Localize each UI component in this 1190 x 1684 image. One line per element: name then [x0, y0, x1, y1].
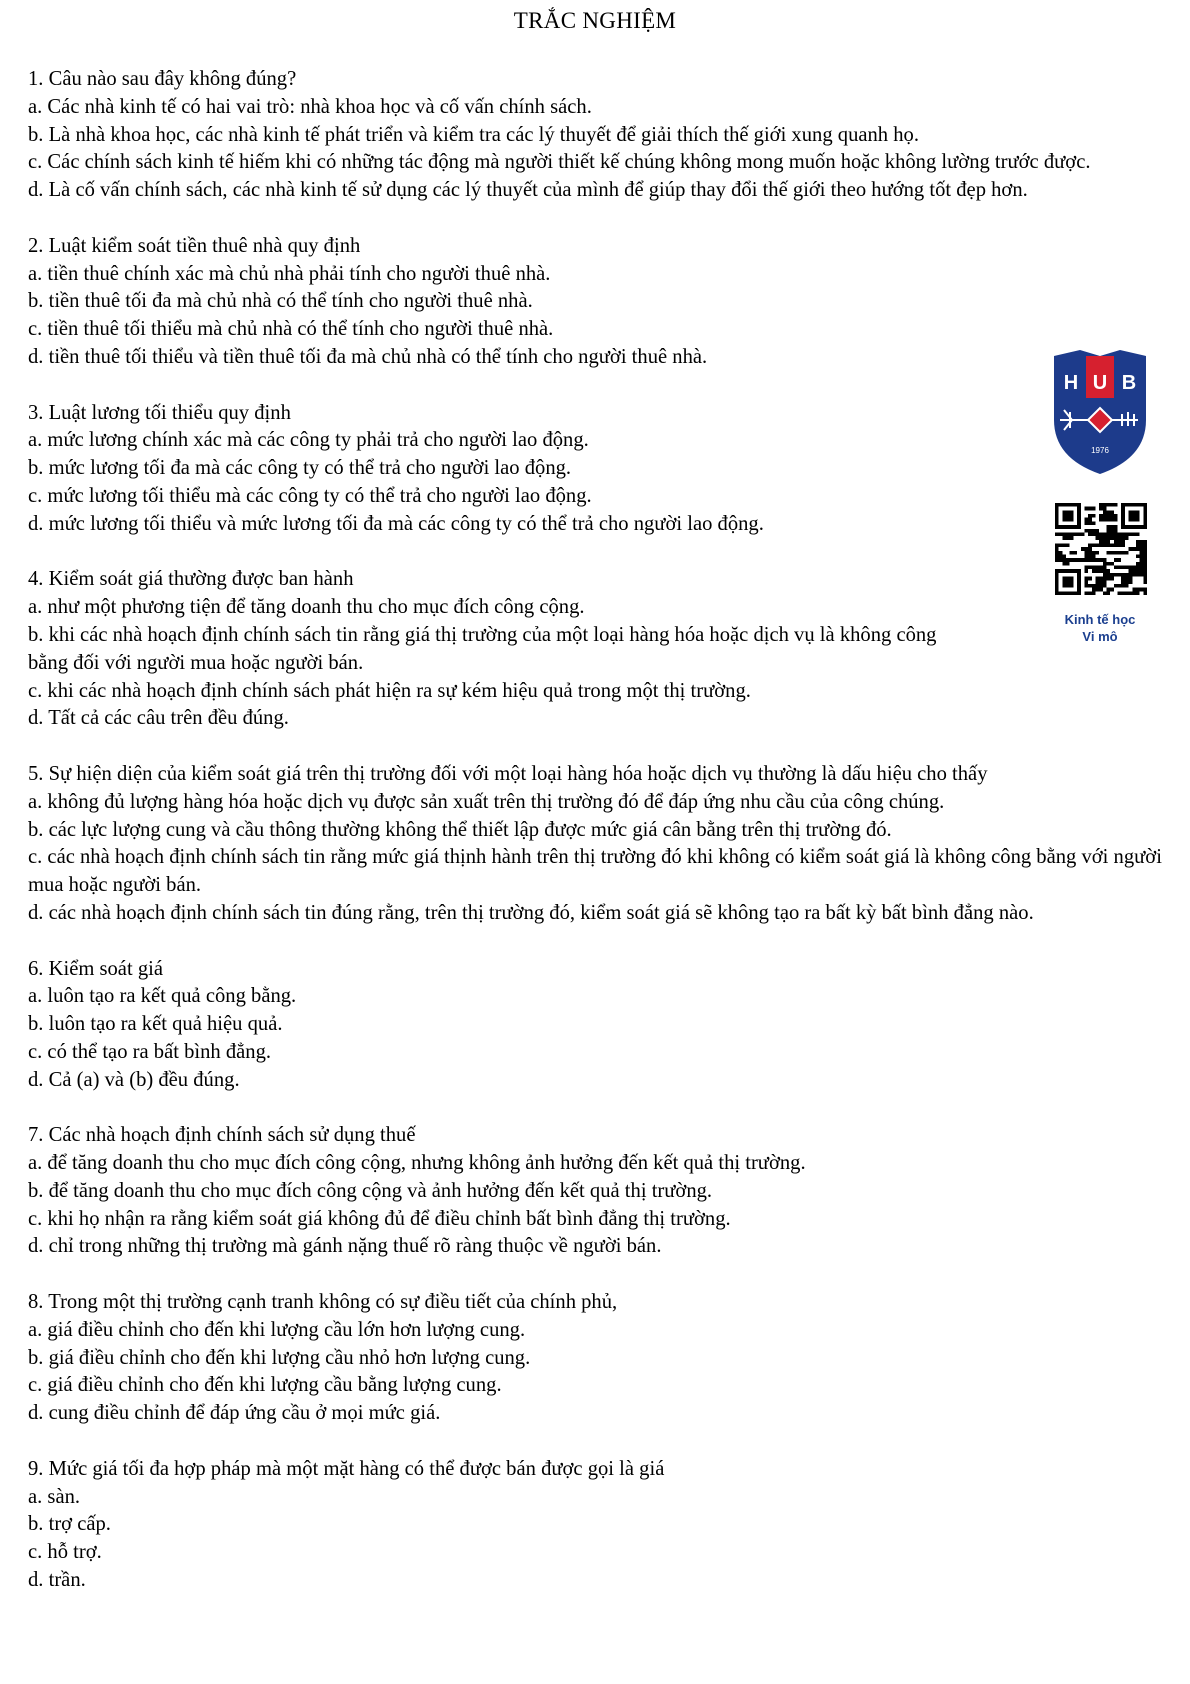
question-text: 5. Sự hiện diện của kiểm soát giá trên thị trường đối với một loại hàng hóa hoặc dịch vụ thường là dấu hiệu cho thấy [28, 762, 988, 785]
question-list [28, 66, 1163, 1623]
answer-option-c: c. hỗ trợ. [28, 1541, 102, 1564]
answer-option-a: a. giá điều chỉnh cho đến khi lượng cầu lớn hơn lượng cung. [28, 1318, 526, 1341]
answer-option-a: a. không đủ lượng hàng hóa hoặc dịch vụ được sản xuất trên thị trường đó để đáp ứng nhu cầu của công chúng. [28, 790, 945, 813]
answer-option-a: a. để tăng doanh thu cho mục đích công cộng, nhưng không ảnh hưởng đến kết quả thị trường. [28, 1152, 806, 1175]
question-2 [28, 233, 1163, 372]
question-7 [28, 1122, 1163, 1261]
answer-option-c: c. Các chính sách kinh tế hiếm khi có những tác động mà người thiết kế chúng không mong muốn hoặc không lường trước được. [28, 151, 1091, 174]
course-brand [1040, 611, 1160, 645]
answer-option-c: c. các nhà hoạch định chính sách tin rằng mức giá thịnh hành trên thị trường đó khi không có kiểm soát giá là không công bằng với người mua hoặc người bán. [28, 846, 1162, 897]
answer-option-b: b. tiền thuê tối đa mà chủ nhà có thể tính cho người thuê nhà. [28, 290, 533, 313]
answer-option-d: d. Là cố vấn chính sách, các nhà kinh tế sử dụng các lý thuyết của mình để giúp thay đổi thế giới theo hướng tốt đẹp hơn. [28, 179, 1028, 202]
question-8 [28, 1289, 1163, 1428]
question-3 [28, 400, 1163, 539]
logo-letter-h: H [1063, 372, 1079, 394]
answer-option-b: b. giá điều chỉnh cho đến khi lượng cầu nhỏ hơn lượng cung. [28, 1346, 531, 1369]
page-title: TRẮC NGHIỆM [513, 8, 677, 33]
answer-option-a: a. mức lương chính xác mà các công ty phải trả cho người lao động. [28, 429, 589, 452]
answer-option-a: a. sàn. [28, 1485, 81, 1508]
answer-option-d: d. tiền thuê tối thiểu và tiền thuê tối đa mà chủ nhà có thể tính cho người thuê nhà. [28, 345, 708, 368]
question-1 [28, 66, 1163, 205]
answer-option-c: c. mức lương tối thiểu mà các công ty có thể trả cho người lao động. [28, 484, 592, 507]
answer-option-a: a. tiền thuê chính xác mà chủ nhà phải tính cho người thuê nhà. [28, 262, 551, 285]
question-text: 6. Kiểm soát giá [28, 957, 163, 980]
course-brand-line-1: Kinh tế học [1064, 612, 1136, 627]
answer-option-d: d. cung điều chỉnh để đáp ứng cầu ở mọi mức giá. [28, 1402, 441, 1425]
answer-option-d: d. Cả (a) và (b) đều đúng. [28, 1068, 240, 1091]
question-6 [28, 956, 1163, 1095]
answer-option-c: c. khi họ nhận ra rằng kiểm soát giá không đủ để điều chỉnh bất bình đẳng thị trường. [28, 1207, 731, 1230]
answer-option-c: c. có thể tạo ra bất bình đẳng. [28, 1040, 272, 1063]
question-text: 3. Luật lương tối thiểu quy định [28, 401, 291, 424]
answer-option-b: b. mức lương tối đa mà các công ty có thể trả cho người lao động. [28, 457, 572, 480]
logo-letter-u: U [1092, 372, 1108, 394]
answer-option-a: a. như một phương tiện để tăng doanh thu cho mục đích công cộng. [28, 596, 585, 619]
answer-option-d: d. chỉ trong những thị trường mà gánh nặng thuế rõ ràng thuộc về người bán. [28, 1235, 662, 1258]
answer-option-c: c. khi các nhà hoạch định chính sách phát hiện ra sự kém hiệu quả trong một thị trường. [28, 679, 751, 702]
question-text: 2. Luật kiểm soát tiền thuê nhà quy định [28, 234, 361, 257]
hub-logo [1050, 350, 1150, 475]
answer-option-a: a. luôn tạo ra kết quả công bằng. [28, 985, 297, 1008]
answer-option-d: d. mức lương tối thiểu và mức lương tối đa mà các công ty có thể trả cho người lao động. [28, 512, 764, 535]
question-5 [28, 761, 1163, 928]
answer-option-a: a. Các nhà kinh tế có hai vai trò: nhà khoa học và cố vấn chính sách. [28, 95, 592, 118]
answer-option-c: c. tiền thuê tối thiểu mà chủ nhà có thể tính cho người thuê nhà. [28, 318, 554, 341]
answer-option-d: d. trần. [28, 1569, 86, 1592]
answer-option-b: b. các lực lượng cung và cầu thông thường không thể thiết lập được mức giá cân bằng trên thị trường đó. [28, 818, 892, 841]
answer-option-c: c. giá điều chỉnh cho đến khi lượng cầu bằng lượng cung. [28, 1374, 502, 1397]
answer-option-b: b. để tăng doanh thu cho mục đích công cộng và ảnh hưởng đến kết quả thị trường. [28, 1179, 713, 1202]
question-4 [28, 566, 1163, 733]
question-text: 1. Câu nào sau đây không đúng? [28, 68, 297, 90]
logo-year: 1976 [1091, 446, 1109, 455]
question-text: 8. Trong một thị trường cạnh tranh không có sự điều tiết của chính phủ, [28, 1291, 618, 1314]
question-9 [28, 1456, 1163, 1595]
question-text: 4. Kiểm soát giá thường được ban hành [28, 568, 354, 591]
course-brand-line-2: Vi mô [1082, 629, 1118, 644]
answer-option-b: b. khi các nhà hoạch định chính sách tin rằng giá thị trường của một loại hàng hóa hoặc dịch vụ là không công bằng đối với người mua hoặc người bán. [28, 623, 937, 674]
answer-option-b: b. Là nhà khoa học, các nhà kinh tế phát triển và kiểm tra các lý thuyết để giải thích thế giới xung quanh họ. [28, 123, 919, 146]
answer-option-d: d. các nhà hoạch định chính sách tin đúng rằng, trên thị trường đó, kiểm soát giá sẽ không tạo ra bất kỳ bất bình đẳng nào. [28, 901, 1034, 924]
answer-option-b: b. luôn tạo ra kết quả hiệu quả. [28, 1013, 283, 1036]
question-text: 7. Các nhà hoạch định chính sách sử dụng thuế [28, 1124, 416, 1147]
logo-letter-b: B [1121, 372, 1137, 394]
question-text: 9. Mức giá tối đa hợp pháp mà một mặt hàng có thể được bán được gọi là giá [28, 1457, 665, 1480]
answer-option-d: d. Tất cả các câu trên đều đúng. [28, 707, 289, 730]
answer-option-b: b. trợ cấp. [28, 1513, 111, 1536]
qr-code[interactable] [1055, 503, 1147, 595]
